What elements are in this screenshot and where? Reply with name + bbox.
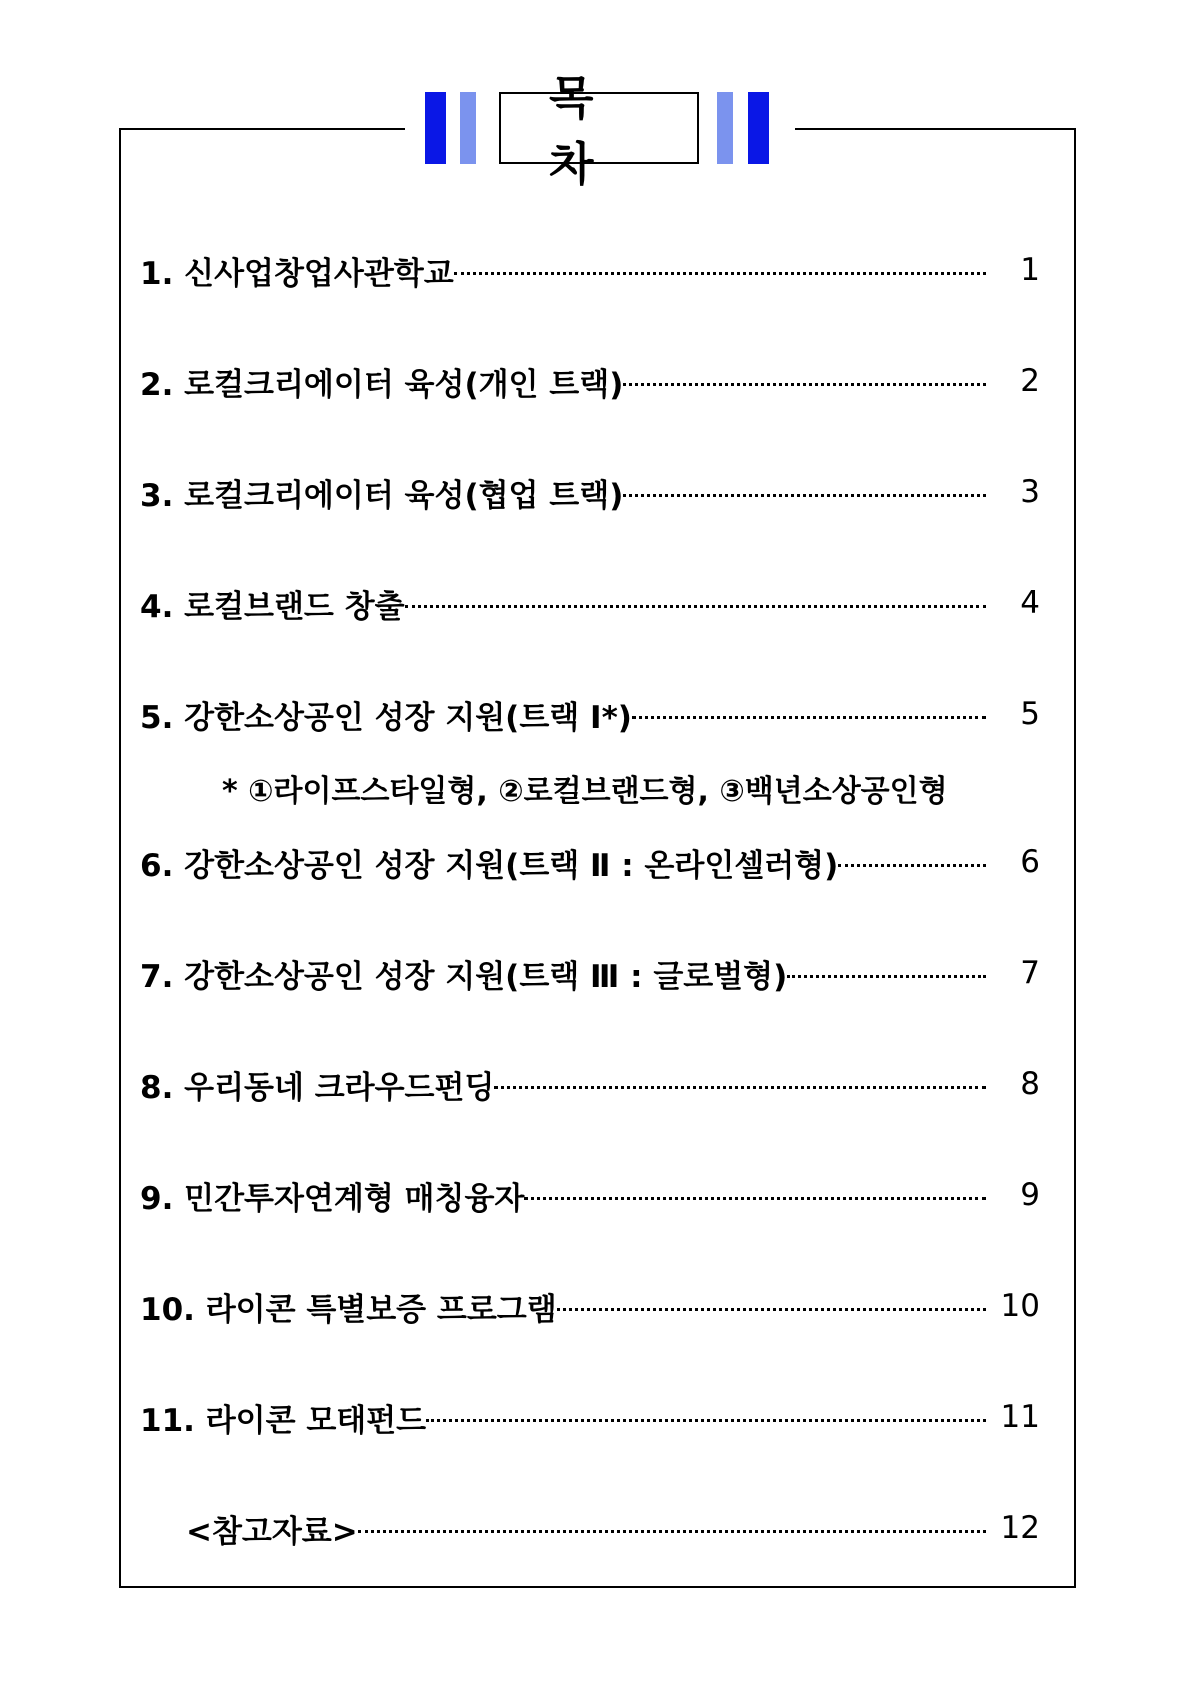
leader-dots xyxy=(426,1419,986,1422)
leader-dots xyxy=(358,1530,986,1533)
toc-page-number: 10 xyxy=(1000,1288,1040,1324)
title-block xyxy=(405,71,795,191)
toc-label: 6. 강한소상공인 성장 지원(트랙 Ⅱ : 온라인셀러형) xyxy=(140,847,839,884)
right-bar-light xyxy=(717,92,733,164)
toc-label: 11. 라이콘 모태펀드 xyxy=(140,1402,427,1439)
leader-dots xyxy=(524,1197,986,1200)
toc-entry-4[interactable] xyxy=(140,583,1040,623)
toc-label: 3. 로컬크리에이터 육성(협업 트랙) xyxy=(140,477,624,514)
toc-label: <참고자료> xyxy=(186,1513,358,1550)
toc-entry-8[interactable] xyxy=(140,1064,1040,1104)
leader-dots xyxy=(623,383,986,386)
toc-page-number: 8 xyxy=(1020,1066,1040,1102)
toc-page-number: 7 xyxy=(1020,955,1040,991)
toc-page-number: 9 xyxy=(1020,1177,1040,1213)
right-bar-dark xyxy=(748,92,769,164)
leader-dots xyxy=(405,605,986,608)
footnote: * ①라이프스타일형, ②로컬브랜드형, ③백년소상공인형 xyxy=(222,774,948,809)
toc-page-number: 4 xyxy=(1020,585,1040,621)
toc-label: 8. 우리동네 크라우드펀딩 xyxy=(140,1069,495,1106)
toc-entry-1[interactable] xyxy=(140,250,1040,290)
toc-page-number: 5 xyxy=(1020,696,1040,732)
toc-entry-10[interactable] xyxy=(140,1286,1040,1326)
toc-entry-11[interactable] xyxy=(140,1397,1040,1437)
toc-page-number: 11 xyxy=(1000,1399,1040,1435)
toc-label: 1. 신사업창업사관학교 xyxy=(140,255,454,292)
toc-page-number: 6 xyxy=(1020,844,1040,880)
toc-label: 5. 강한소상공인 성장 지원(트랙 Ⅰ*) xyxy=(140,699,632,736)
toc-label: 10. 라이콘 특별보증 프로그램 xyxy=(140,1291,557,1328)
toc-label: 2. 로컬크리에이터 육성(개인 트랙) xyxy=(140,366,624,403)
toc-label: 4. 로컬브랜드 창출 xyxy=(140,588,405,625)
left-bar-light xyxy=(460,92,476,164)
toc-page-number: 3 xyxy=(1020,474,1040,510)
leader-dots xyxy=(454,272,986,275)
toc-entry-5[interactable] xyxy=(140,694,1040,734)
page-title: 목 차 xyxy=(499,92,699,164)
leader-dots xyxy=(838,864,986,867)
leader-dots xyxy=(632,716,986,719)
left-bar-dark xyxy=(425,92,446,164)
toc-entry-9[interactable] xyxy=(140,1175,1040,1215)
toc-entry-6[interactable] xyxy=(140,842,1040,882)
leader-dots xyxy=(557,1308,986,1311)
toc-label: 7. 강한소상공인 성장 지원(트랙 Ⅲ : 글로벌형) xyxy=(140,958,788,995)
leader-dots xyxy=(787,975,986,978)
toc-entry-7[interactable] xyxy=(140,953,1040,993)
toc-entry-references[interactable] xyxy=(186,1508,1040,1548)
toc-label: 9. 민간투자연계형 매칭융자 xyxy=(140,1180,525,1217)
toc-entry-3[interactable] xyxy=(140,472,1040,512)
leader-dots xyxy=(623,494,986,497)
toc-entry-2[interactable] xyxy=(140,361,1040,401)
leader-dots xyxy=(494,1086,986,1089)
toc-page-number: 12 xyxy=(1000,1510,1040,1546)
toc-page-number: 2 xyxy=(1020,363,1040,399)
toc-page-number: 1 xyxy=(1020,252,1040,288)
